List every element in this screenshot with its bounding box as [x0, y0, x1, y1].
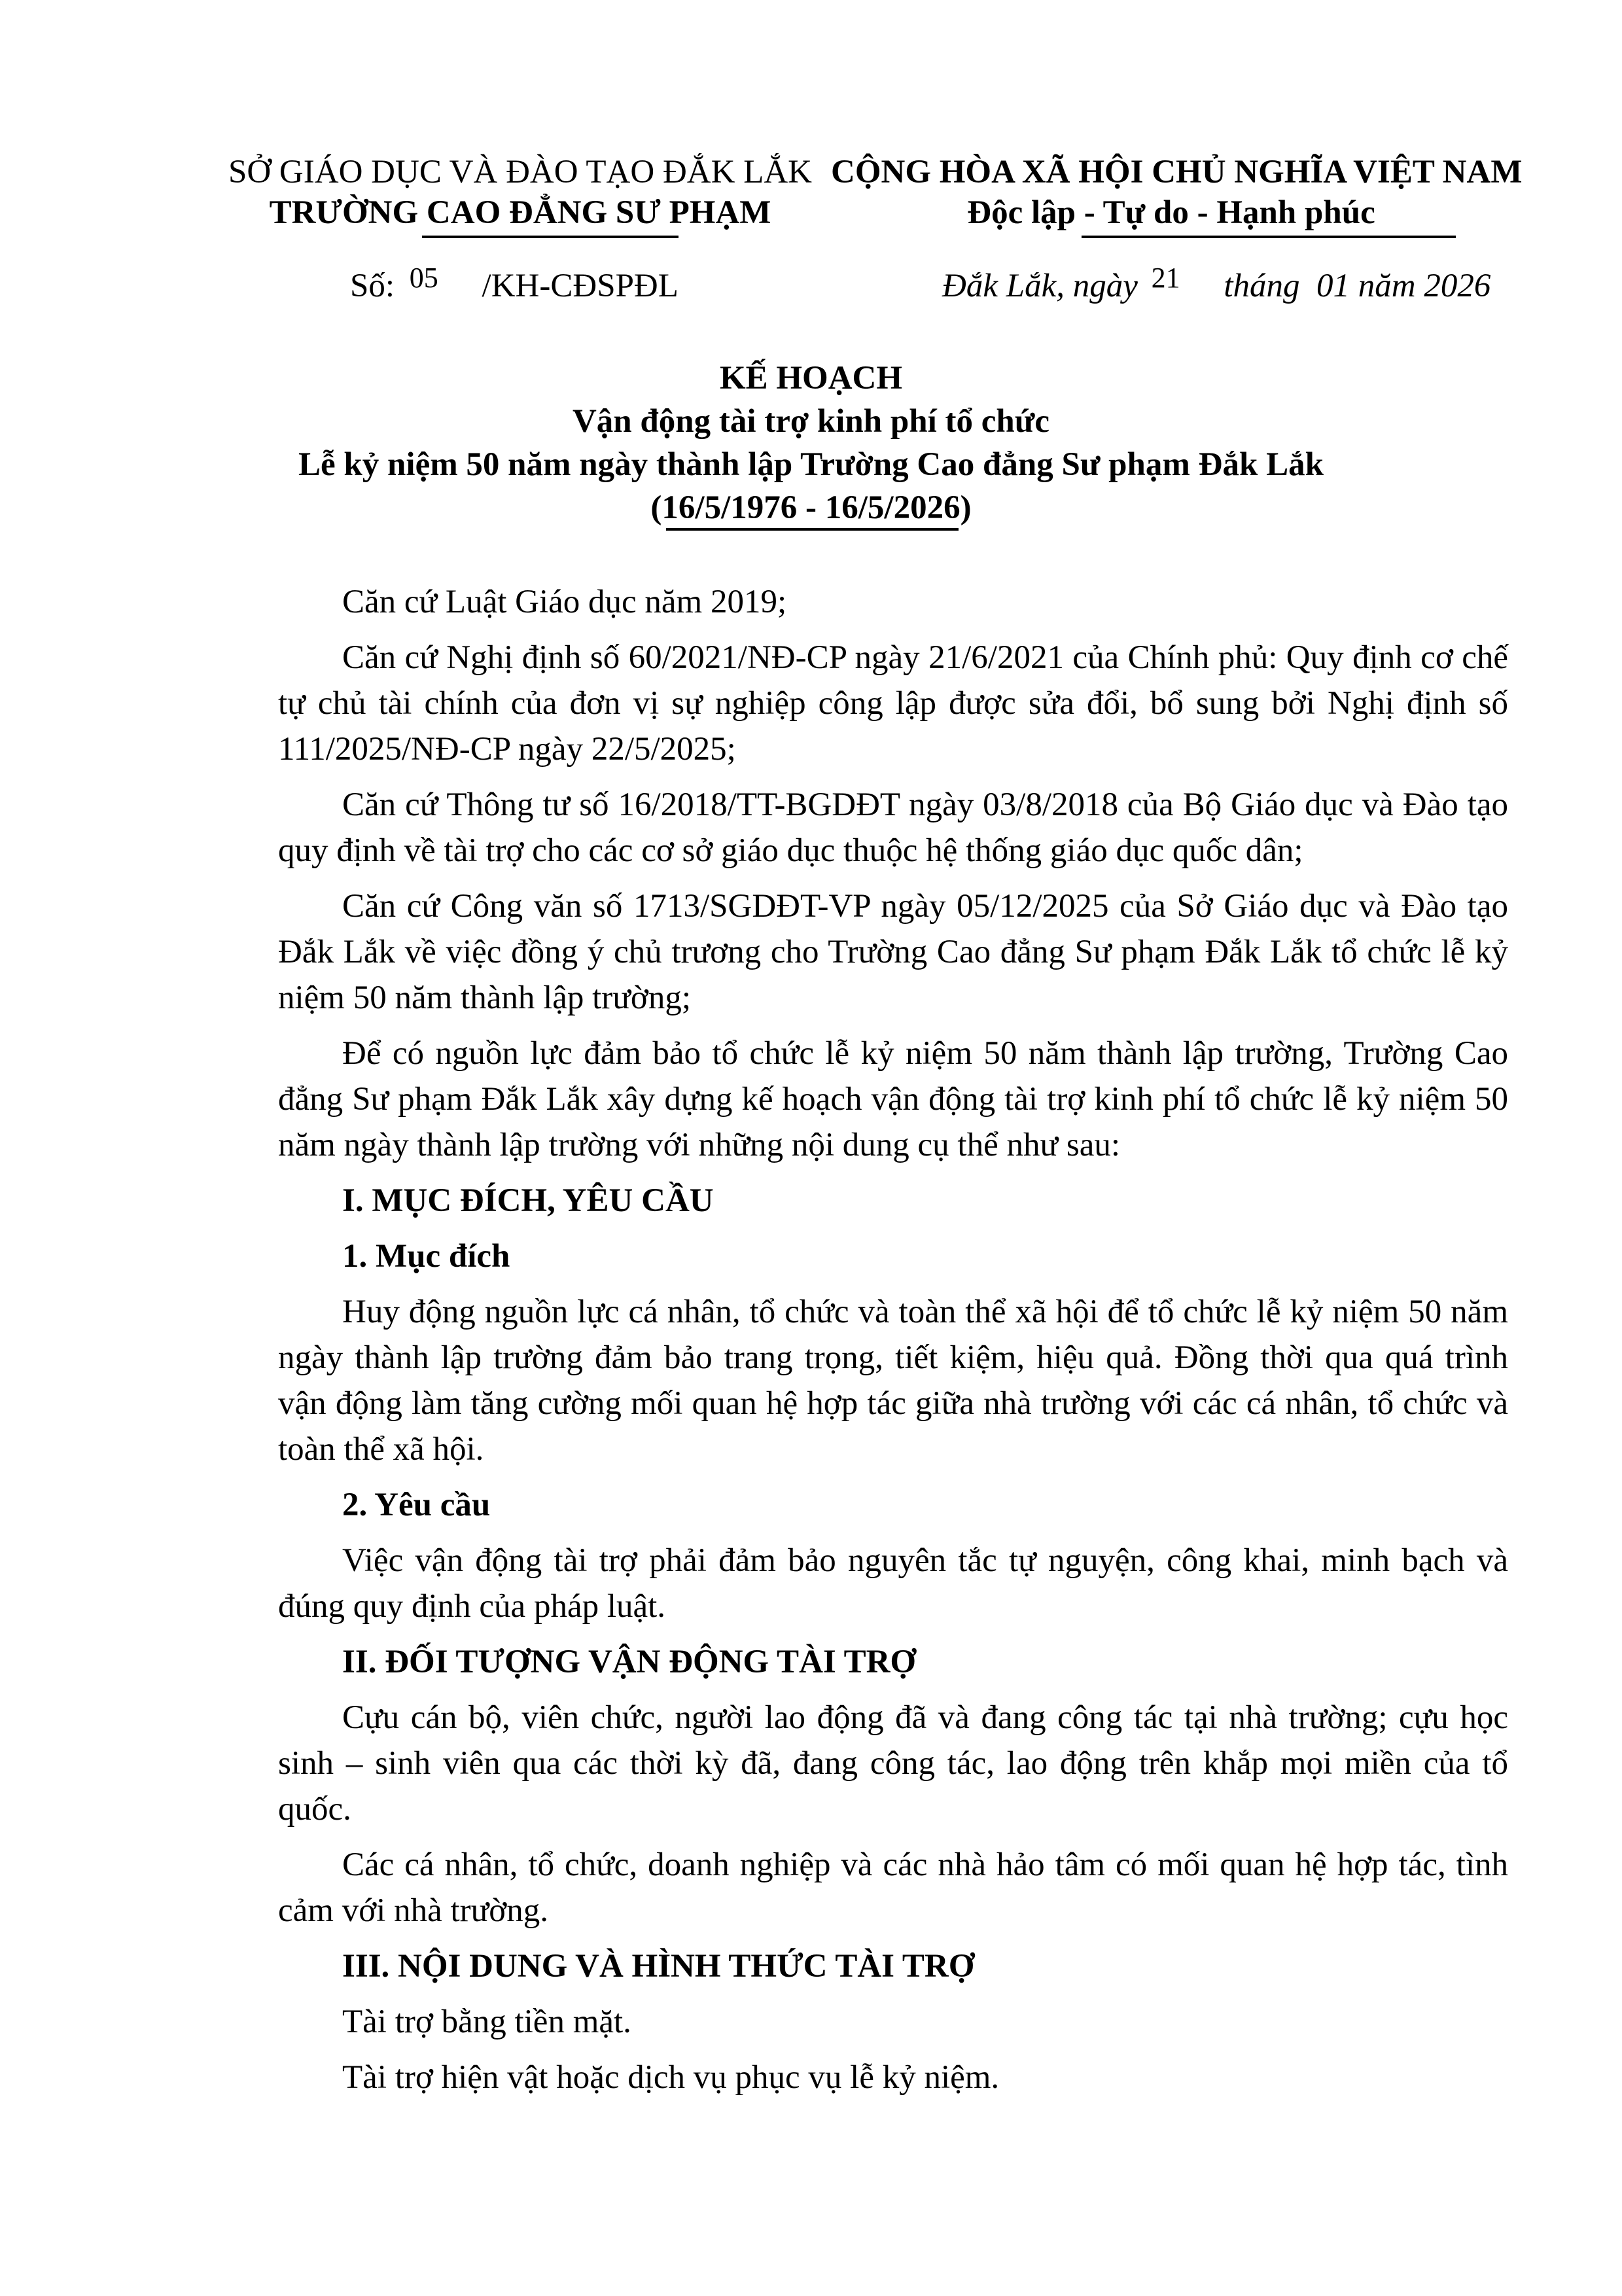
reference-prefix: Số: — [350, 268, 395, 304]
sponsor-targets-paragraph-2: Các cá nhân, tổ chức, doanh nghiệp và các nhà hảo tâm có mối quan hệ hợp tác, tình cảm với nhà trường. — [278, 1846, 1508, 1929]
date-month-label: tháng — [1224, 268, 1300, 304]
sponsor-targets-paragraph-1: Cựu cán bộ, viên chức, người lao động đã và đang công tác tại nhà trường; cựu học sinh – sinh viên qua các thời kỳ đã, đang công tác, lao động trên khắp mọi miền của tổ quốc. — [278, 1699, 1508, 1828]
legal-basis-1: Căn cứ Luật Giáo dục năm 2019; — [342, 584, 787, 620]
section-1-heading: I. MỤC ĐÍCH, YÊU CẦU — [342, 1182, 714, 1219]
title-line-1: Vận động tài trợ kinh phí tổ chức — [572, 403, 1050, 440]
section-3-heading: III. NỘI DUNG VÀ HÌNH THỨC TÀI TRỢ — [342, 1948, 975, 1985]
date-year: 2026 — [1424, 268, 1491, 304]
legal-basis-2: Căn cứ Nghị định số 60/2021/NĐ-CP ngày 21/6/2021 của Chính phủ: Quy định cơ chế tự chủ tài chính của đơn vị sự nghiệp công lập được sửa đổi, bổ sung bởi Nghị định số 111/2025/NĐ-CP ngày 22/5/2025; — [278, 639, 1508, 768]
section-1-1-heading: 1. Mục đích — [342, 1238, 510, 1275]
reference-code: /KH-CĐSPĐL — [482, 268, 679, 304]
reference-number: 05 — [409, 262, 438, 294]
nation-name: CỘNG HÒA XÃ HỘI CHỦ NGHĨA VIỆT NAM — [831, 154, 1523, 190]
section-1-2-heading: 2. Yêu cầu — [342, 1487, 491, 1523]
intro-paragraph: Để có nguồn lực đảm bảo tổ chức lễ kỷ niệm 50 năm thành lập trường, Trường Cao đẳng Sư phạm Đắk Lắk xây dựng kế hoạch vận động tài trợ kinh phí tổ chức lễ kỷ niệm 50 năm ngày thành lập trường với những nội dung cụ thể như sau: — [278, 1035, 1508, 1163]
anniversary-period-text: (16/5/1976 - 16/5/2026) — [650, 489, 972, 526]
motto-underline — [1082, 236, 1456, 238]
legal-basis-3: Căn cứ Thông tư số 16/2018/TT-BGDĐT ngày 03/8/2018 của Bộ Giáo dục và Đào tạo quy định về tài trợ cho các cơ sở giáo dục thuộc hệ thống giáo dục quốc dân; — [278, 786, 1508, 869]
issuing-agency-block — [216, 152, 824, 238]
title-line-2: Lễ kỷ niệm 50 năm ngày thành lập Trường Cao đẳng Sư phạm Đắk Lắk — [298, 446, 1324, 483]
document-body — [278, 579, 1508, 2110]
school-name: TRƯỜNG CAO ĐẲNG SƯ PHẠM — [269, 194, 771, 231]
sponsorship-form-item: Tài trợ bằng tiền mặt. — [342, 2004, 631, 2040]
section-2-heading: II. ĐỐI TƯỢNG VẬN ĐỘNG TÀI TRỢ — [342, 1644, 917, 1680]
parent-agency-name: SỞ GIÁO DỤC VÀ ĐÀO TẠO ĐẮK LẮK — [228, 154, 813, 190]
legal-basis-4: Căn cứ Công văn số 1713/SGDĐT-VP ngày 05/12/2025 của Sở Giáo dục và Đào tạo Đắk Lắk về việc đồng ý chủ trương cho Trường Cao đẳng Sư phạm Đắk Lắk tổ chức lễ kỷ niệm 50 năm thành lập trường; — [278, 888, 1508, 1016]
national-motto-block — [831, 152, 1523, 238]
date-day: 21 — [1151, 262, 1180, 294]
sponsorship-form-item: Tài trợ hiện vật hoặc dịch vụ phục vụ lễ kỷ niệm. — [342, 2059, 1000, 2096]
document-title-block — [0, 357, 1622, 529]
date-place-prefix: Đắk Lắk, ngày — [942, 268, 1138, 304]
anniversary-period — [650, 486, 971, 529]
date-year-label: năm — [1358, 268, 1416, 304]
anniversary-period-underline — [666, 528, 958, 531]
purpose-paragraph: Huy động nguồn lực cá nhân, tổ chức và toàn thể xã hội để tổ chức lễ kỷ niệm 50 năm ngày thành lập trường đảm bảo trang trọng, tiết kiệm, hiệu quả. Đồng thời qua quá trình vận động làm tăng cường mối quan hệ hợp tác giữa nhà trường với các cá nhân, tổ chức và toàn thể xã hội. — [278, 1294, 1508, 1468]
document-date — [942, 262, 1491, 305]
document-type: KẾ HOẠCH — [719, 360, 903, 397]
requirements-paragraph: Việc vận động tài trợ phải đảm bảo nguyên tắc tự nguyện, công khai, minh bạch và đúng quy định của pháp luật. — [278, 1542, 1508, 1625]
school-name-underline — [422, 236, 679, 238]
national-motto: Độc lập - Tự do - Hạnh phúc — [967, 194, 1375, 231]
date-month: 01 — [1316, 268, 1350, 304]
document-reference-number — [350, 262, 679, 305]
